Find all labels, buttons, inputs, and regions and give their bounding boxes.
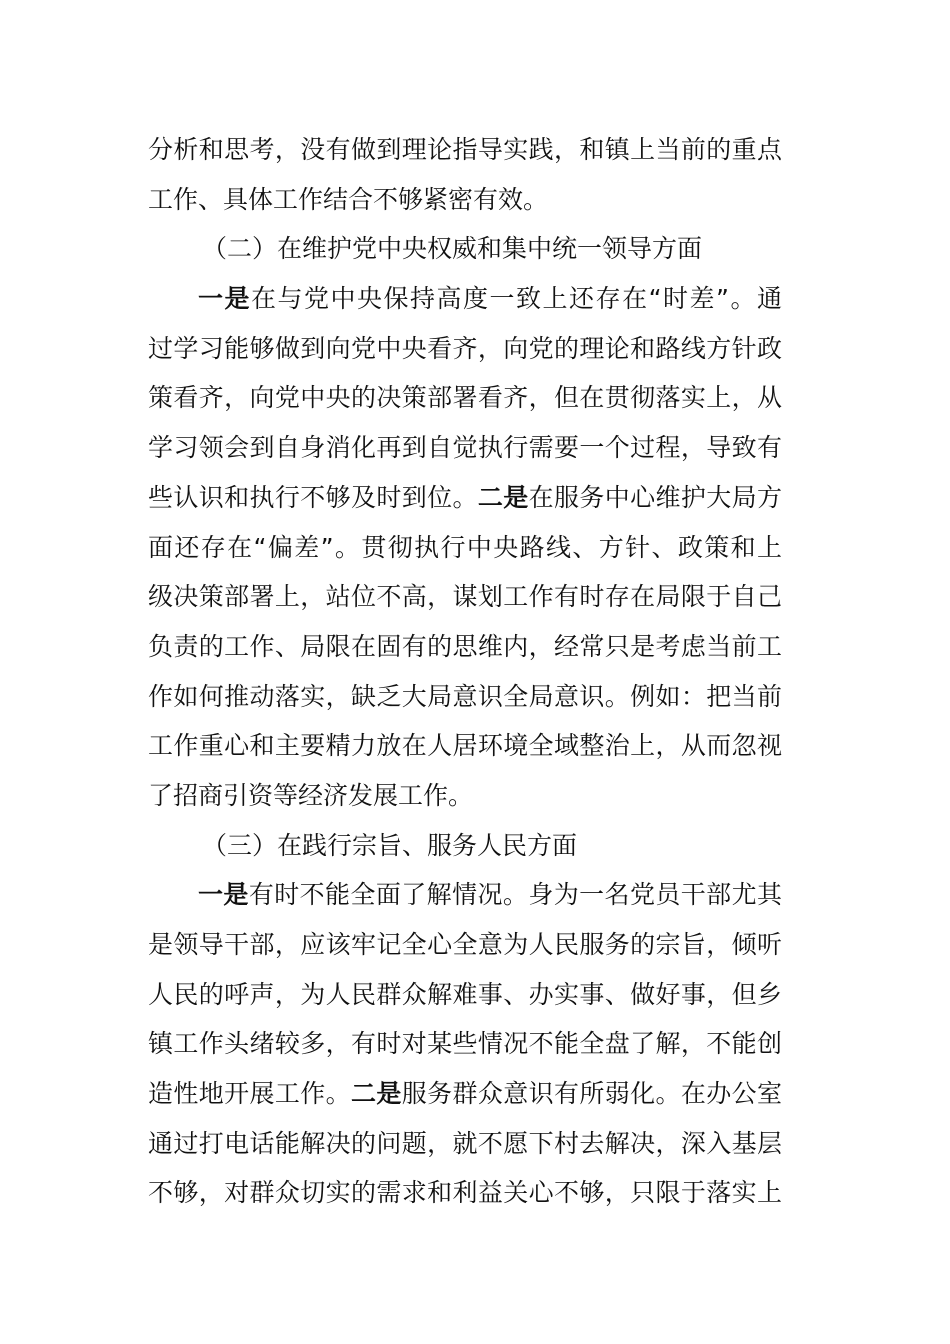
paragraph-line: 作如何推动落实，缺乏大局意识全局意识。例如：把当前 (148, 681, 782, 711)
line-text: 些认识和执行不够及时到位。 (148, 482, 478, 512)
section-heading-2: （二）在维护党中央权威和集中统一领导方面 (202, 234, 703, 264)
line-text: 服务群众意识有所弱化。在办公室 (401, 1079, 782, 1109)
bold-lead: 二是 (351, 1079, 402, 1109)
line-text: 在与党中央保持高度一致上还存在“时差”。通 (251, 284, 782, 314)
paragraph-line: 负责的工作、局限在固有的思维内，经常只是考虑当前工 (148, 631, 782, 661)
paragraph-line: 通过打电话能解决的问题，就不愿下村去解决，深入基层 (148, 1128, 782, 1158)
paragraph-line: 工作、具体工作结合不够紧密有效。 (148, 184, 549, 214)
paragraph-line: 不够，对群众切实的需求和利益关心不够，只限于落实上 (148, 1178, 782, 1208)
paragraph-line: 工作重心和主要精力放在人居环境全域整治上，从而忽视 (148, 731, 782, 761)
paragraph-line: 人民的呼声，为人民群众解难事、办实事、做好事，但乡 (148, 979, 782, 1009)
bold-lead: 一是 (198, 284, 252, 314)
document-body (148, 125, 782, 1218)
paragraph-line: 是领导干部，应该牢记全心全意为人民服务的宗旨，倾听 (148, 930, 782, 959)
paragraph-line (148, 274, 782, 324)
bold-lead: 一是 (198, 880, 249, 910)
bold-lead: 二是 (477, 482, 529, 512)
line-text: 在服务中心维护大局方 (528, 482, 782, 512)
paragraph-line: 学习领会到自身消化再到自觉执行需要一个过程，导致有 (148, 433, 782, 463)
paragraph-line (148, 870, 782, 920)
paragraph-line (148, 473, 782, 523)
paragraph-line: 级决策部署上，站位不高，谋划工作有时存在局限于自己 (148, 582, 782, 612)
paragraph-line: 了招商引资等经济发展工作。 (148, 780, 474, 810)
paragraph-line: 面还存在“偏差”。贯彻执行中央路线、方针、政策和上 (148, 532, 782, 562)
paragraph-line: 策看齐，向党中央的决策部署看齐，但在贯彻落实上，从 (148, 383, 782, 413)
paragraph-line (148, 1069, 782, 1119)
paragraph-line: 过学习能够做到向党中央看齐，向党的理论和路线方针政 (148, 333, 782, 363)
line-text: 有时不能全面了解情况。身为一名党员干部尤其 (248, 880, 782, 910)
paragraph-line: 镇工作头绪较多，有时对某些情况不能全盘了解，不能创 (148, 1029, 782, 1059)
paragraph-line: 分析和思考，没有做到理论指导实践，和镇上当前的重点 (148, 135, 782, 164)
line-text: 造性地开展工作。 (148, 1079, 351, 1109)
section-heading-3: （三）在践行宗旨、服务人民方面 (202, 830, 578, 860)
